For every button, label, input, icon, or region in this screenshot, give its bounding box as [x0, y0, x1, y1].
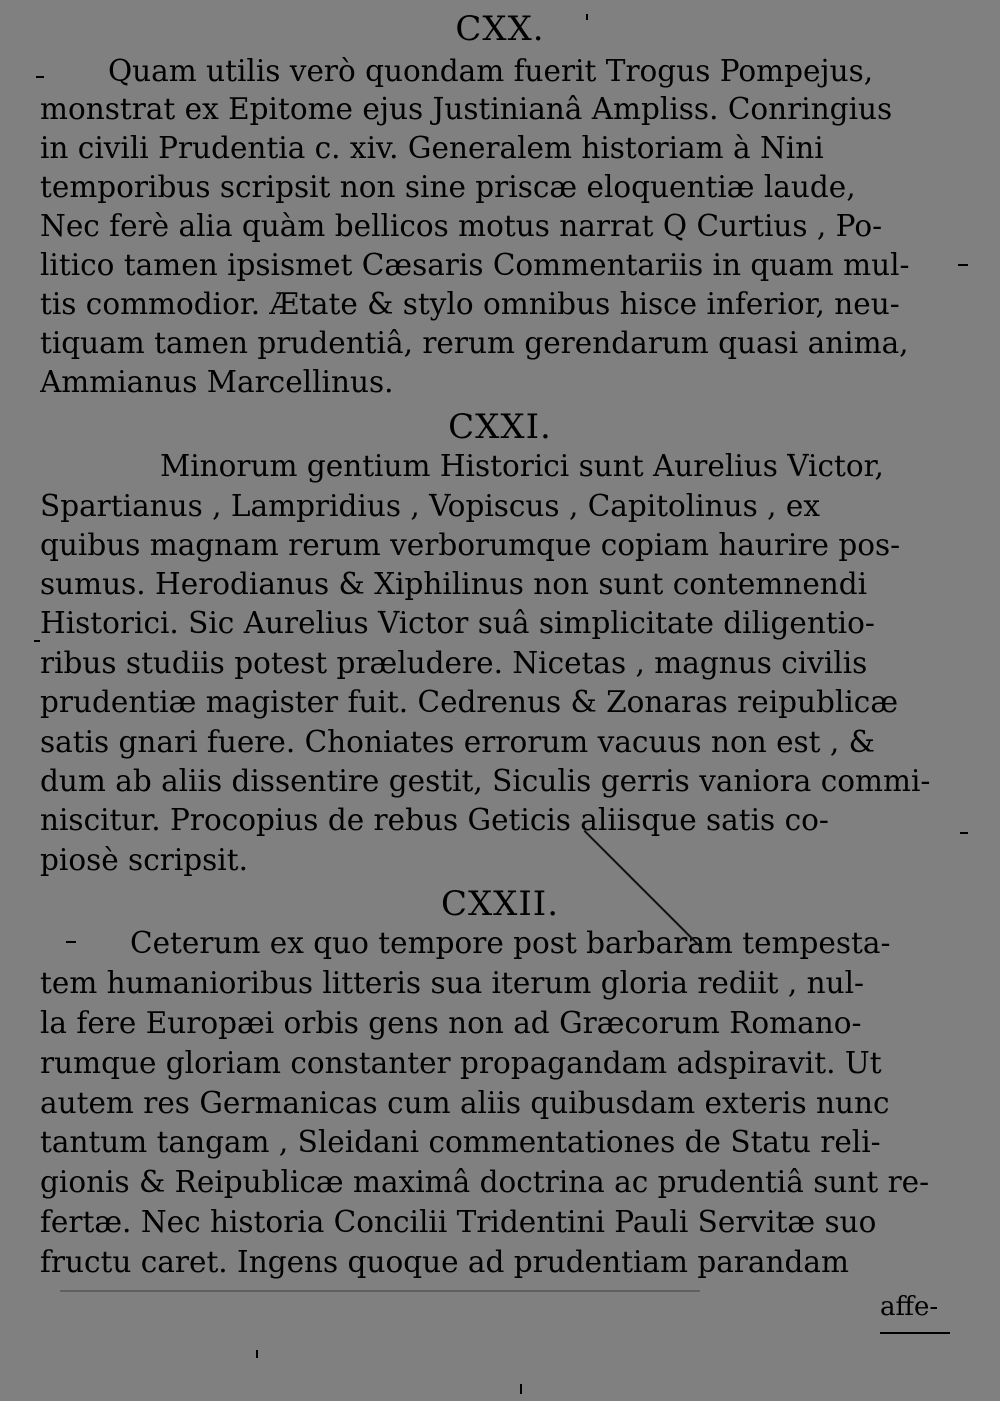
scan-speck — [66, 941, 76, 943]
text-line: niscitur. Procopius de rebus Geticis aliisque satis co- — [40, 803, 829, 837]
text-line: tem humanioribus litteris sua iterum gloria rediit , nul- — [40, 966, 865, 1000]
text-line: Nec ferè alia quàm bellicos motus narrat Q Curtius , Po- — [40, 209, 883, 243]
text-line: litico tamen ipsismet Cæsaris Commentariis in quam mul- — [40, 248, 910, 282]
scan-speck — [586, 14, 588, 20]
text-line: in civili Prudentia c. xiv. Generalem historiam à Nini — [40, 131, 824, 165]
text-line: Quam utilis verò quondam fuerit Trogus Pompejus, — [108, 54, 874, 88]
text-line: Ceterum ex quo tempore post barbaram tempesta- — [130, 926, 891, 960]
scan-speck — [34, 640, 40, 642]
scan-speck — [960, 832, 968, 834]
text-line: tantum tangam , Sleidani commentationes de Statu reli- — [40, 1125, 881, 1159]
scan-rule — [60, 1290, 700, 1292]
section-heading-cxxi: CXXI. — [448, 407, 552, 447]
text-line: Historici. Sic Aurelius Victor suâ simplicitate diligentio- — [40, 606, 875, 640]
text-line: ribus studiis potest præludere. Nicetas , magnus civilis — [40, 646, 868, 680]
text-line: monstrat ex Epitome ejus Justinianâ Ampliss. Conringius — [40, 92, 893, 126]
text-line: Ammianus Marcellinus. — [40, 365, 394, 399]
text-line: gionis & Reipublicæ maximâ doctrina ac prudentiâ sunt re- — [40, 1165, 930, 1199]
text-line: fructu caret. Ingens quoque ad prudentiam parandam — [40, 1245, 849, 1279]
text-line: fertæ. Nec historia Concilii Tridentini Pauli Servitæ suo — [40, 1205, 877, 1239]
text-line: Minorum gentium Historici sunt Aurelius Victor, — [160, 449, 884, 483]
text-line: dum ab aliis dissentire gestit, Siculis gerris vaniora commi- — [40, 764, 931, 798]
text-line: rumque gloriam constanter propagandam adspiravit. Ut — [40, 1046, 882, 1080]
catchword: affe- — [880, 1292, 939, 1322]
text-line: quibus magnam rerum verborumque copiam haurire pos- — [40, 528, 901, 562]
section-heading-cxxii: CXXII. — [440, 884, 560, 924]
scan-speck — [256, 1350, 258, 1358]
text-line: satis gnari fuere. Choniates errorum vacuus non est , & — [40, 725, 875, 759]
text-line: Spartianus , Lampridius , Vopiscus , Capitolinus , ex — [40, 489, 821, 523]
text-line: piosè scripsit. — [40, 843, 248, 877]
scan-rule — [880, 1332, 950, 1334]
text-line: tiquam tamen prudentiâ, rerum gerendarum quasi anima, — [40, 326, 909, 360]
scan-speck — [520, 1384, 522, 1394]
text-line: tis commodior. Ætate & stylo omnibus hisce inferior, neu- — [40, 287, 900, 321]
scan-speck — [958, 264, 968, 266]
text-line: prudentiæ magister fuit. Cedrenus & Zonaras reipublicæ — [40, 685, 899, 719]
text-line: la fere Europæi orbis gens non ad Græcorum Romano- — [40, 1006, 862, 1040]
section-heading-cxx: CXX. — [455, 9, 545, 49]
text-line: sumus. Herodianus & Xiphilinus non sunt contemnendi — [40, 567, 868, 601]
text-line: temporibus scripsit non sine priscæ eloquentiæ laude, — [40, 170, 856, 204]
text-line: autem res Germanicas cum aliis quibusdam exteris nunc — [40, 1086, 890, 1120]
scan-speck — [36, 76, 44, 78]
